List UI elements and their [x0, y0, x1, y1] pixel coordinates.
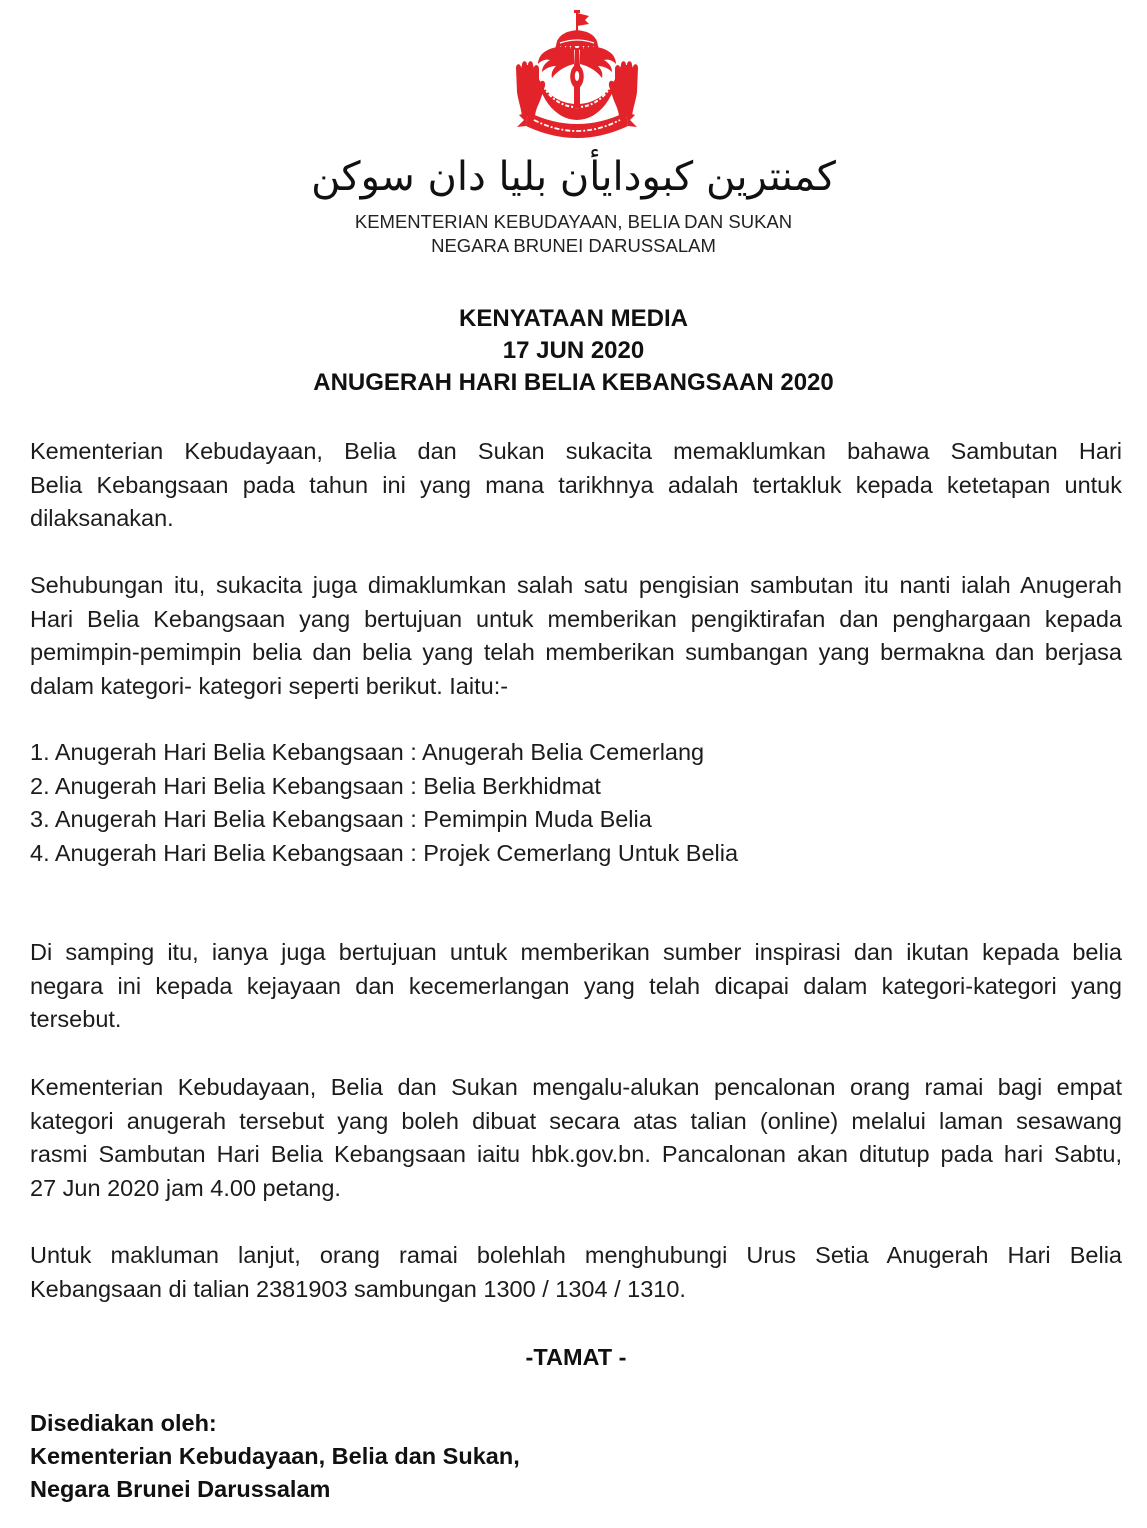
- paragraph-line: Kementerian Kebudayaan, Belia dan Sukan mengalu-alukan pencalonan orang ramai bagi empat: [30, 1074, 1122, 1100]
- paragraph-line: tersebut.: [30, 1006, 122, 1032]
- paragraph-5: [30, 1239, 1122, 1306]
- ministry-name-block: [0, 210, 1147, 258]
- paragraph-4: [30, 1071, 1122, 1205]
- ministry-name: KEMENTERIAN KEBUDAYAAN, BELIA DAN SUKAN: [354, 211, 793, 232]
- ministry-name-jawi: كمنترين كبودايأن بليا دان سوكن: [311, 154, 836, 200]
- paragraph-line: Kebangsaan di talian 2381903 sambungan 1300 / 1304 / 1310.: [30, 1275, 686, 1302]
- paragraph-1: [30, 435, 1122, 536]
- closing-mark: -TAMAT -: [525, 1344, 627, 1370]
- prepared-by-label: Disediakan oleh:: [30, 1410, 217, 1436]
- paragraph-line: pemimpin-pemimpin belia dan belia yang telah memberikan sumbangan yang bermakna dan berjasa: [30, 639, 1122, 665]
- prepared-by-block: [30, 1407, 1122, 1506]
- prepared-by-org: Kementerian Kebudayaan, Belia dan Sukan,: [30, 1443, 520, 1469]
- paragraph-line: Di samping itu, ianya juga bertujuan untuk memberikan sumber inspirasi dan ikutan kepada belia: [30, 939, 1122, 965]
- prepared-by-country: Negara Brunei Darussalam: [30, 1476, 331, 1502]
- list-item: 3. Anugerah Hari Belia Kebangsaan : Pemimpin Muda Belia: [30, 806, 652, 832]
- paragraph-line: Belia Kebangsaan pada tahun ini yang mana tarikhnya adalah tertakluk kepada ketetapan untuk: [30, 471, 1122, 498]
- list-item: 1. Anugerah Hari Belia Kebangsaan : Anugerah Belia Cemerlang: [30, 739, 705, 765]
- ministry-country: NEGARA BRUNEI DARUSSALAM: [431, 235, 716, 256]
- paragraph-2: [30, 569, 1122, 703]
- award-category-list: [30, 736, 1122, 870]
- paragraph-line: 27 Jun 2020 jam 4.00 petang.: [30, 1174, 341, 1201]
- paragraph-line: Untuk makluman lanjut, orang ramai bolehlah menghubungi Urus Setia Anugerah Hari Belia: [30, 1242, 1122, 1268]
- list-item: 2. Anugerah Hari Belia Kebangsaan : Belia Berkhidmat: [30, 772, 601, 799]
- paragraph-line: dilaksanakan.: [30, 505, 174, 531]
- list-item: 4. Anugerah Hari Belia Kebangsaan : Projek Cemerlang Untuk Belia: [30, 839, 739, 866]
- title-date: 17 JUN 2020: [502, 337, 645, 364]
- title-heading: KENYATAAN MEDIA: [459, 305, 688, 332]
- paragraph-line: Sehubungan itu, sukacita juga dimaklumkan salah satu pengisian sambutan itu nanti ialah Anugerah: [30, 572, 1122, 598]
- ministry-crest-logo: [512, 8, 642, 143]
- paragraph-line: Hari Belia Kebangsaan yang bertujuan untuk memberikan pengiktirafan dan penghargaan kepada: [30, 605, 1122, 632]
- press-release-title: [0, 303, 1147, 399]
- paragraph-line: dalam kategori- kategori seperti berikut. Iaitu:-: [30, 672, 509, 699]
- title-subject: ANUGERAH HARI BELIA KEBANGSAAN 2020: [313, 369, 834, 396]
- paragraph-line: negara ini kepada kejayaan dan kecemerlangan yang telah dicapai dalam kategori-kategori yang: [30, 972, 1122, 999]
- paragraph-3: [30, 936, 1122, 1037]
- paragraph-line: Kementerian Kebudayaan, Belia dan Sukan sukacita memaklumkan bahawa Sambutan Hari: [30, 438, 1122, 464]
- paragraph-line: rasmi Sambutan Hari Belia Kebangsaan iaitu hbk.gov.bn. Pancalonan akan ditutup pada hari Sabtu,: [30, 1141, 1122, 1167]
- paragraph-line: kategori anugerah tersebut yang boleh dibuat secara atas talian (online) melalui laman sesawang: [30, 1107, 1122, 1134]
